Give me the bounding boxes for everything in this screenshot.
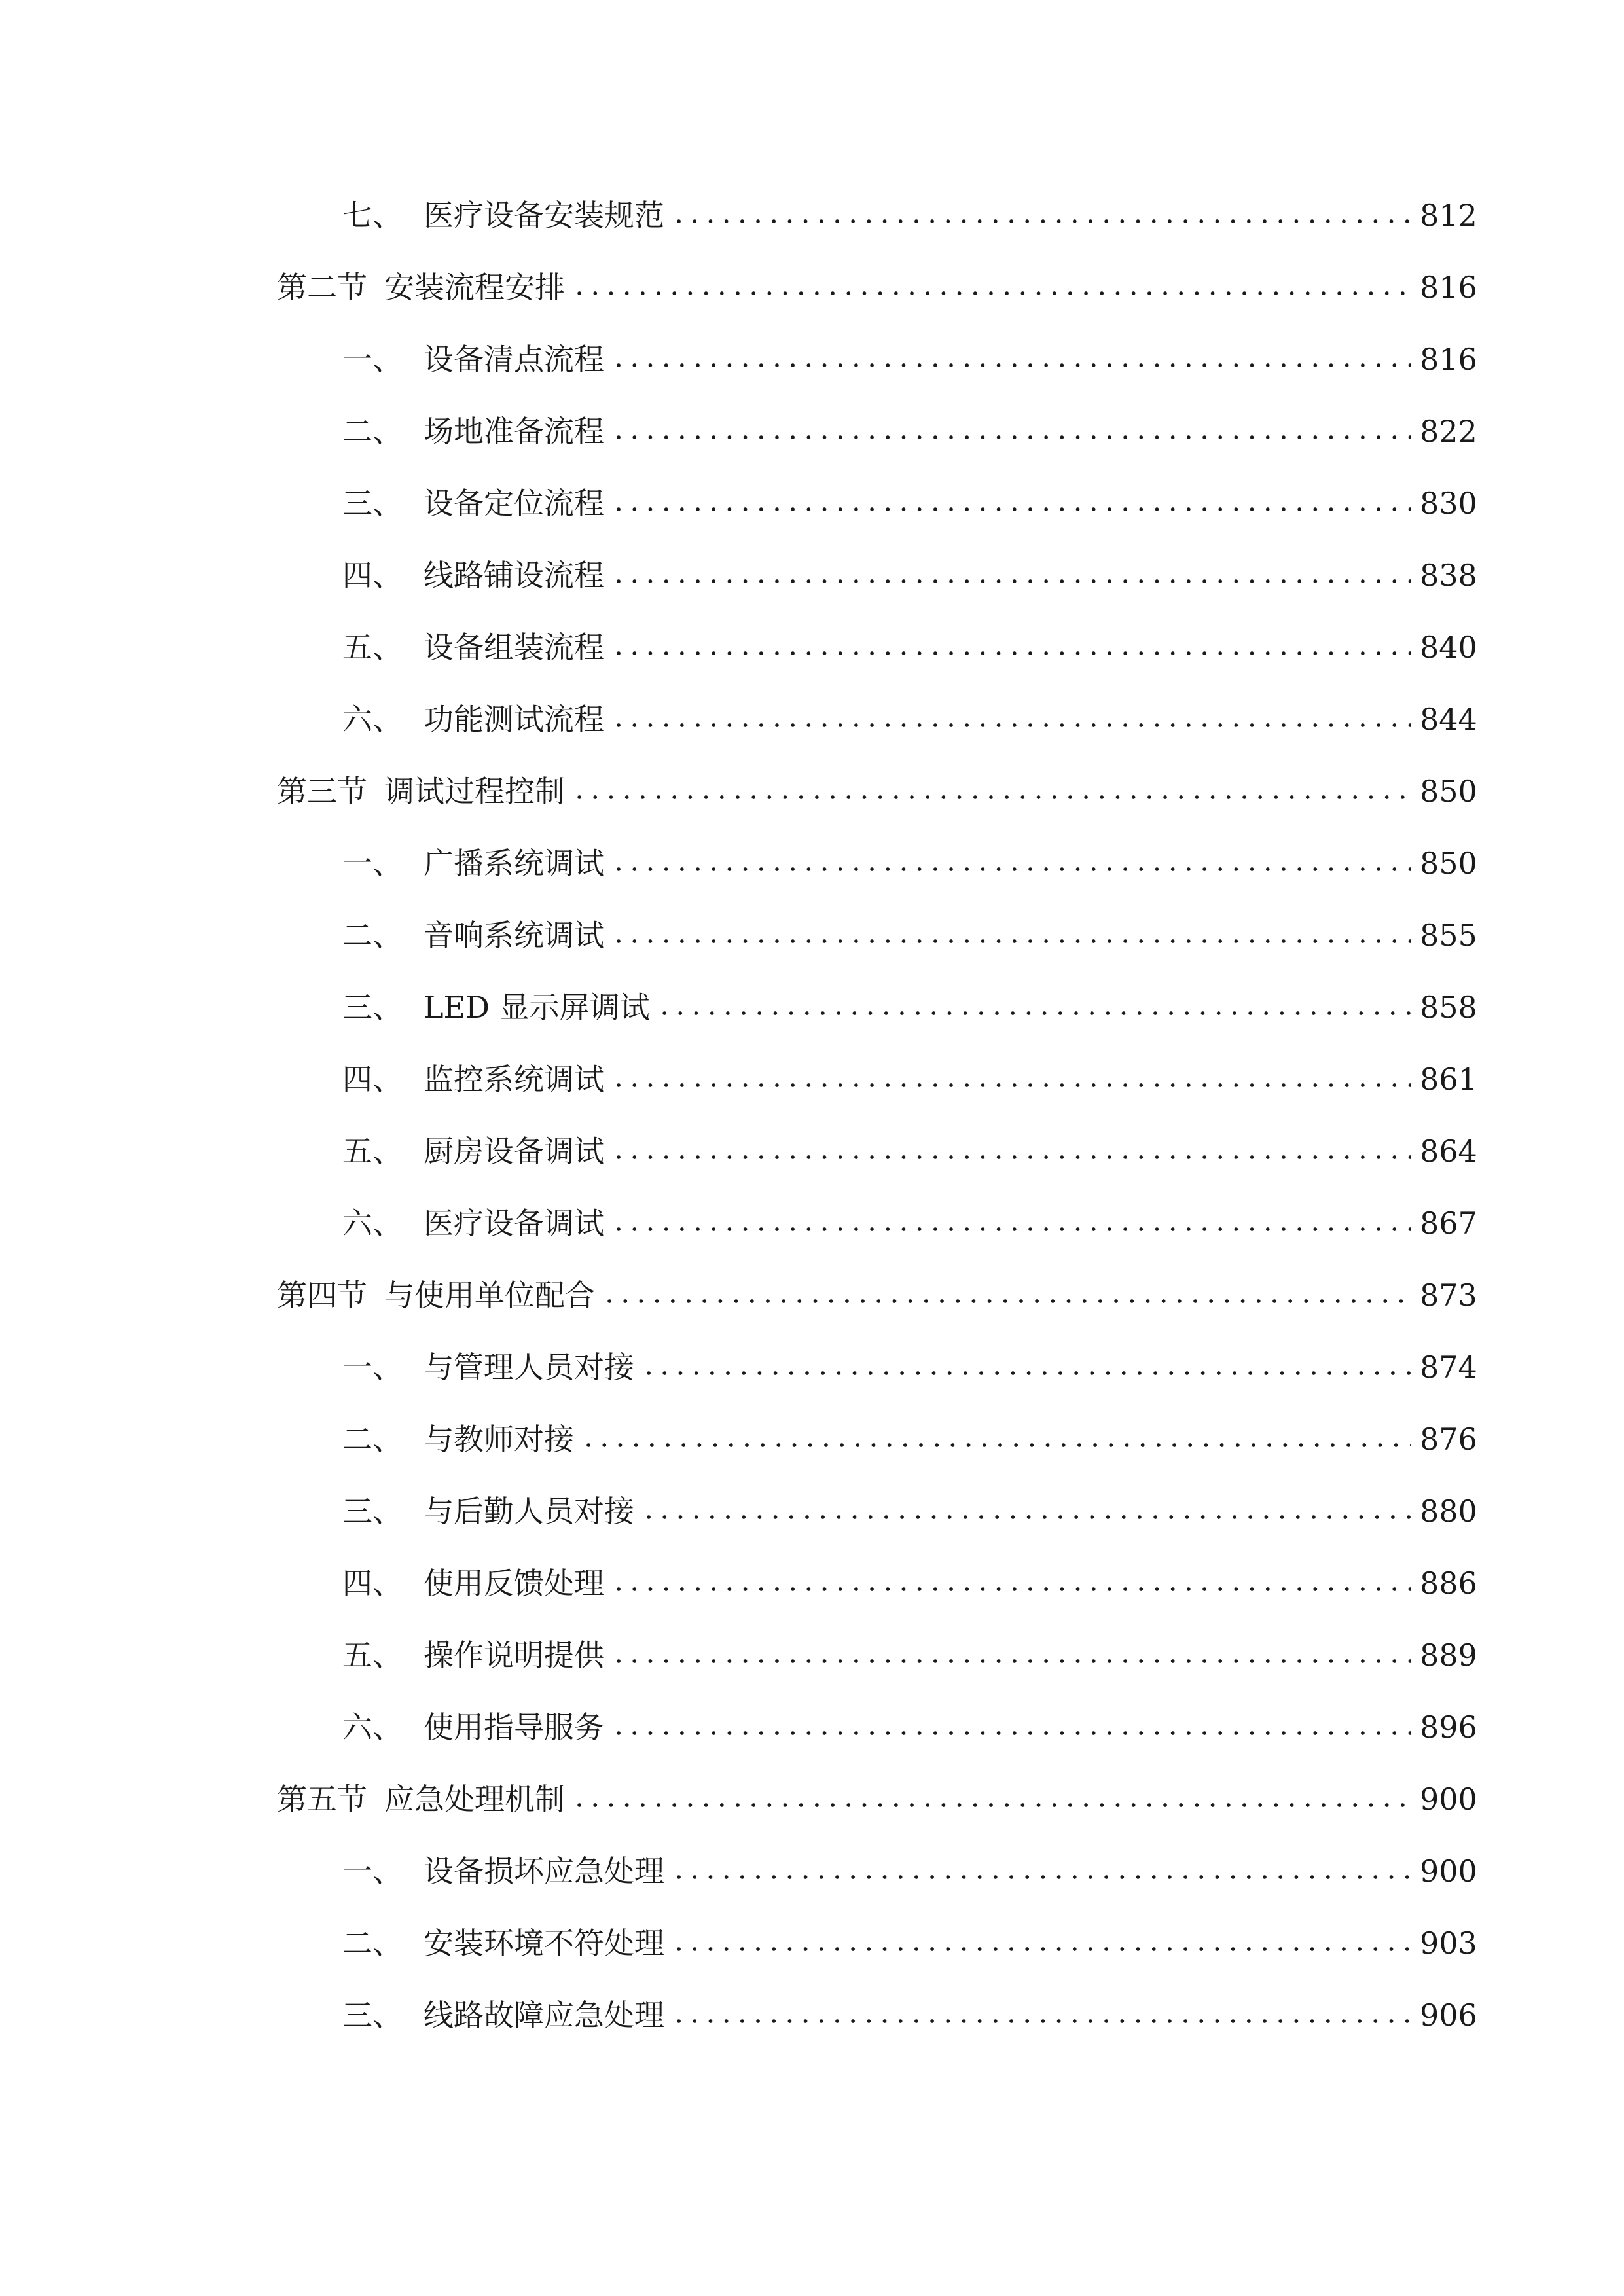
- dot-leader: [611, 651, 1411, 656]
- toc-entry-page-number: 900: [1420, 1854, 1477, 1889]
- dot-leader: [611, 363, 1411, 368]
- toc-entry-number: 五、: [342, 1134, 403, 1169]
- dot-leader: [611, 507, 1411, 512]
- toc-entry-title: 与管理人员对接: [424, 1350, 634, 1385]
- toc-section-entry[interactable]: [0, 755, 1624, 827]
- toc-entry-page-number: 858: [1420, 990, 1477, 1025]
- toc-entry-page-number: 903: [1420, 1926, 1477, 1961]
- dot-leader: [641, 1371, 1411, 1376]
- toc-subsection-entry[interactable]: [0, 827, 1624, 899]
- toc-entry-label: [342, 414, 604, 449]
- toc-entry-page-number: 850: [1420, 774, 1477, 809]
- toc-entry-page-number: 874: [1420, 1350, 1477, 1385]
- toc-entry-title: 设备损坏应急处理: [424, 1854, 664, 1889]
- toc-entry-page-number: 896: [1420, 1710, 1477, 1745]
- toc-entry-title: 广播系统调试: [424, 846, 604, 881]
- toc-entry-label: [277, 1782, 565, 1817]
- toc-entry-title: 厨房设备调试: [424, 1134, 604, 1169]
- toc-entry-label: [277, 270, 565, 305]
- toc-entry-title: 操作说明提供: [424, 1638, 604, 1673]
- toc-entry-number: 七、: [342, 198, 403, 233]
- toc-entry-title: 设备定位流程: [424, 486, 604, 521]
- toc-entry-page-number: 861: [1420, 1062, 1477, 1097]
- toc-entry-number: 三、: [342, 1494, 403, 1529]
- toc-section-entry[interactable]: [0, 1259, 1624, 1331]
- toc-entry-label: [342, 1638, 604, 1673]
- toc-entry-number: 三、: [342, 990, 403, 1025]
- toc-subsection-entry[interactable]: [0, 467, 1624, 539]
- toc-entry-label: [342, 1854, 664, 1889]
- toc-entry-label: [342, 630, 604, 665]
- toc-entry-number: 六、: [342, 1710, 403, 1745]
- toc-subsection-entry[interactable]: [0, 179, 1624, 251]
- toc-entry-label: [342, 1206, 604, 1241]
- dot-leader: [671, 1946, 1411, 1952]
- toc-entry-title: 安装流程安排: [384, 270, 565, 305]
- toc-entry-page-number: 880: [1420, 1494, 1477, 1529]
- toc-subsection-entry[interactable]: [0, 395, 1624, 467]
- toc-entry-page-number: 850: [1420, 846, 1477, 881]
- toc-subsection-entry[interactable]: [0, 899, 1624, 971]
- toc-subsection-entry[interactable]: [0, 1403, 1624, 1475]
- toc-entry-page-number: 873: [1420, 1278, 1477, 1313]
- toc-entry-label: [342, 1422, 574, 1457]
- dot-leader: [671, 2018, 1411, 2024]
- toc-entry-number: 二、: [342, 414, 403, 449]
- toc-entry-title: 监控系统调试: [424, 1062, 604, 1097]
- toc-subsection-entry[interactable]: [0, 1691, 1624, 1763]
- toc-entry-label: [342, 342, 604, 377]
- toc-entry-page-number: 830: [1420, 486, 1477, 521]
- dot-leader: [671, 1874, 1411, 1880]
- toc-entry-title: 使用指导服务: [424, 1710, 604, 1745]
- toc-entry-page-number: 844: [1420, 702, 1477, 737]
- toc-entry-page-number: 864: [1420, 1134, 1477, 1169]
- toc-entry-label: [342, 990, 650, 1025]
- toc-entry-page-number: 889: [1420, 1638, 1477, 1673]
- dot-leader: [641, 1515, 1411, 1520]
- toc-entry-label: [342, 918, 604, 953]
- toc-entry-number: 一、: [342, 1854, 403, 1889]
- toc-entry-label: [342, 846, 604, 881]
- dot-leader: [611, 723, 1411, 728]
- toc-entry-title: 线路铺设流程: [424, 558, 604, 593]
- toc-entry-title: 使用反馈处理: [424, 1566, 604, 1601]
- toc-entry-number: 一、: [342, 342, 403, 377]
- toc-subsection-entry[interactable]: [0, 1547, 1624, 1619]
- toc-subsection-entry[interactable]: [0, 539, 1624, 611]
- toc-subsection-entry[interactable]: [0, 1835, 1624, 1907]
- dot-leader: [671, 219, 1411, 224]
- toc-entry-title: 与使用单位配合: [384, 1278, 595, 1313]
- toc-entry-page-number: 816: [1420, 270, 1477, 305]
- toc-entry-page-number: 822: [1420, 414, 1477, 449]
- toc-entry-label: [342, 1926, 664, 1961]
- toc-entry-label: [342, 1062, 604, 1097]
- toc-entry-title: 医疗设备调试: [424, 1206, 604, 1241]
- toc-entry-title: 音响系统调试: [424, 918, 604, 953]
- toc-entry-number: 四、: [342, 558, 403, 593]
- toc-entry-title: 设备清点流程: [424, 342, 604, 377]
- table-of-contents: [0, 179, 1624, 2051]
- toc-entry-title: 应急处理机制: [384, 1782, 565, 1817]
- dot-leader: [611, 1731, 1411, 1736]
- toc-subsection-entry[interactable]: [0, 971, 1624, 1043]
- toc-entry-number: 六、: [342, 1206, 403, 1241]
- toc-entry-label: [342, 702, 604, 737]
- dot-leader: [571, 795, 1411, 800]
- toc-subsection-entry[interactable]: [0, 1115, 1624, 1187]
- toc-entry-label: [342, 558, 604, 593]
- dot-leader: [611, 1155, 1411, 1160]
- toc-entry-label: [342, 198, 664, 233]
- toc-entry-number: 一、: [342, 846, 403, 881]
- toc-entry-label: [342, 1998, 664, 2033]
- toc-entry-page-number: 812: [1420, 198, 1477, 233]
- toc-entry-title: 功能测试流程: [424, 702, 604, 737]
- toc-entry-page-number: 906: [1420, 1998, 1477, 2033]
- toc-entry-page-number: 900: [1420, 1782, 1477, 1817]
- toc-entry-title: 安装环境不符处理: [424, 1926, 664, 1961]
- toc-entry-label: [342, 1566, 604, 1601]
- toc-entry-label: [277, 774, 565, 809]
- toc-entry-title: 与教师对接: [424, 1422, 574, 1457]
- dot-leader: [611, 1587, 1411, 1592]
- toc-entry-title: 与后勤人员对接: [424, 1494, 634, 1529]
- toc-subsection-entry[interactable]: [0, 611, 1624, 683]
- toc-entry-page-number: 867: [1420, 1206, 1477, 1241]
- toc-entry-number: 四、: [342, 1566, 403, 1601]
- toc-subsection-entry[interactable]: [0, 1187, 1624, 1259]
- toc-entry-number: 四、: [342, 1062, 403, 1097]
- toc-entry-title: 调试过程控制: [384, 774, 565, 809]
- toc-section-entry[interactable]: [0, 1763, 1624, 1835]
- toc-entry-title: 设备组装流程: [424, 630, 604, 665]
- toc-entry-label: [342, 1494, 634, 1529]
- toc-entry-page-number: 840: [1420, 630, 1477, 665]
- dot-leader: [657, 1011, 1411, 1016]
- toc-entry-number: 二、: [342, 918, 403, 953]
- toc-entry-label: [342, 1134, 604, 1169]
- toc-entry-page-number: 838: [1420, 558, 1477, 593]
- toc-subsection-entry[interactable]: [0, 1907, 1624, 1979]
- dot-leader: [611, 435, 1411, 440]
- toc-entry-label: [342, 486, 604, 521]
- toc-entry-number: 二、: [342, 1422, 403, 1457]
- toc-entry-page-number: 816: [1420, 342, 1477, 377]
- toc-entry-page-number: 876: [1420, 1422, 1477, 1457]
- dot-leader: [611, 1083, 1411, 1088]
- toc-entry-title: 线路故障应急处理: [424, 1998, 664, 2033]
- toc-entry-number: 第五节: [277, 1782, 367, 1817]
- toc-subsection-entry[interactable]: [0, 1043, 1624, 1115]
- toc-entry-label: [342, 1350, 634, 1385]
- toc-entry-number: 三、: [342, 486, 403, 521]
- toc-subsection-entry[interactable]: [0, 683, 1624, 755]
- toc-entry-number: 第二节: [277, 270, 367, 305]
- toc-entry-title: 场地准备流程: [424, 414, 604, 449]
- toc-section-entry[interactable]: [0, 251, 1624, 323]
- dot-leader: [611, 867, 1411, 872]
- dot-leader: [611, 1659, 1411, 1664]
- dot-leader: [602, 1299, 1411, 1304]
- dot-leader: [571, 1803, 1411, 1808]
- toc-entry-number: 五、: [342, 630, 403, 665]
- toc-entry-number: 六、: [342, 702, 403, 737]
- toc-entry-number: 三、: [342, 1998, 403, 2033]
- toc-entry-page-number: 886: [1420, 1566, 1477, 1601]
- dot-leader: [611, 1227, 1411, 1232]
- toc-entry-label: [342, 1710, 604, 1745]
- toc-entry-number: 五、: [342, 1638, 403, 1673]
- toc-entry-number: 第四节: [277, 1278, 367, 1313]
- toc-entry-page-number: 855: [1420, 918, 1477, 953]
- toc-entry-label: [277, 1278, 595, 1313]
- dot-leader: [571, 291, 1411, 296]
- toc-entry-number: 第三节: [277, 774, 367, 809]
- toc-subsection-entry[interactable]: [0, 1619, 1624, 1691]
- dot-leader: [581, 1443, 1411, 1448]
- toc-subsection-entry[interactable]: [0, 1475, 1624, 1547]
- toc-entry-title: LED 显示屏调试: [424, 990, 650, 1025]
- toc-entry-title: 医疗设备安装规范: [424, 198, 664, 233]
- dot-leader: [611, 579, 1411, 584]
- toc-entry-number: 二、: [342, 1926, 403, 1961]
- toc-entry-number: 一、: [342, 1350, 403, 1385]
- toc-subsection-entry[interactable]: [0, 1979, 1624, 2051]
- dot-leader: [611, 939, 1411, 944]
- toc-subsection-entry[interactable]: [0, 1331, 1624, 1403]
- toc-subsection-entry[interactable]: [0, 323, 1624, 395]
